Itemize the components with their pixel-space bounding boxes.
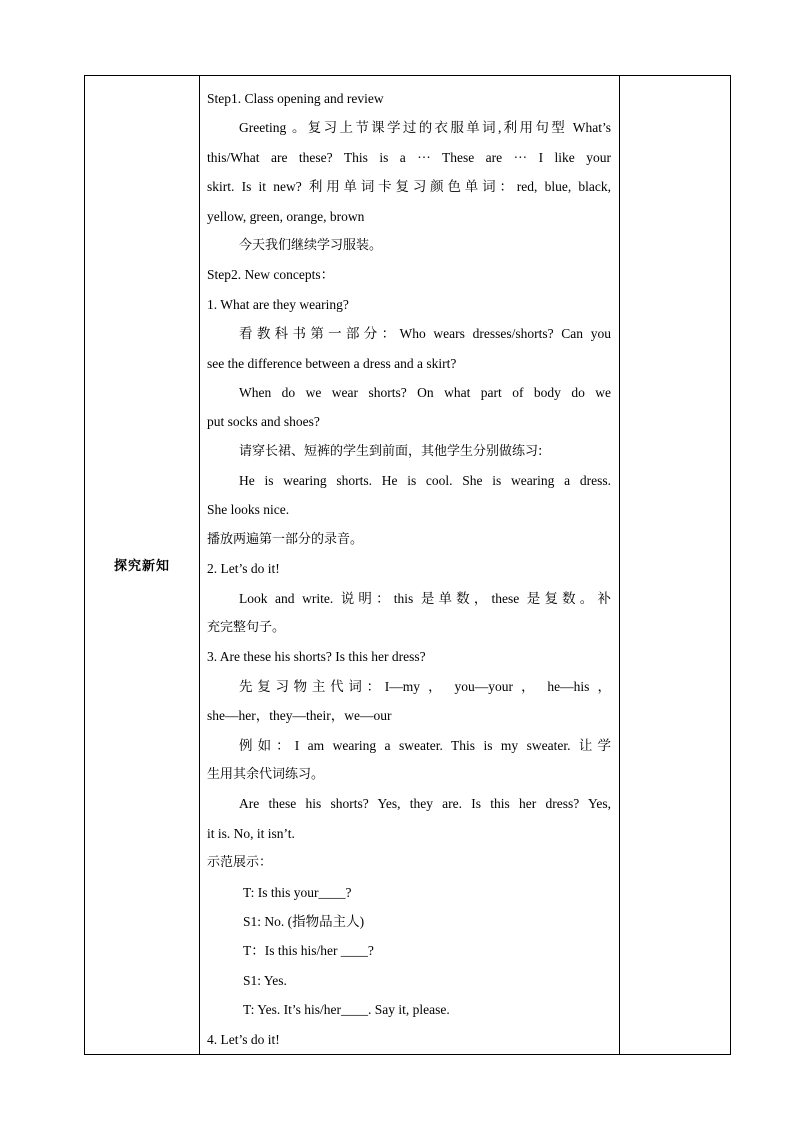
notes-cell [620, 76, 731, 1055]
lesson-plan-table [84, 75, 731, 1055]
content-line: yellow, green, orange, brown [207, 208, 365, 224]
content-line: Look and write. 说明：this 是单数，these 是复数。补 [239, 590, 611, 606]
content-line: She looks nice. [207, 502, 290, 518]
content-line: 生用其余代词练习。 [207, 766, 325, 782]
content-line: Step1. Class opening and review [207, 91, 384, 106]
content-line: 4. Let’s do it! [207, 1031, 280, 1047]
content-line: S1: No. (指物品主人) [243, 913, 365, 929]
content-line: T：Is this his/her ____? [243, 943, 374, 959]
content-line: it is. No, it isn’t. [207, 825, 295, 841]
content-line: 播放两遍第一部分的录音。 [207, 531, 364, 547]
content-line: 先复习物主代词：I—my ， you—your ， he—his ， [239, 678, 611, 694]
content-line: When do we wear shorts? On what part of body do we [239, 384, 611, 400]
content-line: 1. What are they wearing? [207, 296, 349, 312]
content-line: put socks and shoes? [207, 414, 320, 430]
content-line: this/What are these? This is a ··· These are ··· I like your [207, 149, 611, 165]
content-line: 请穿长裙、短裤的学生到前面，其他学生分别做练习: [239, 443, 543, 459]
content-line: Greeting 。复习上节课学过的衣服单词,利用句型 What’s [239, 120, 611, 136]
section-label-cell [85, 76, 200, 1055]
content-line: 充完整句子。 [207, 620, 286, 636]
content-line: 3. Are these his shorts? Is this her dress? [207, 649, 426, 665]
content-line: T: Yes. It’s his/her____. Say it, please. [243, 1002, 450, 1018]
content-line: see the difference between a dress and a skirt? [207, 355, 457, 371]
content-line: Are these his shorts? Yes, they are. Is this her dress? Yes, [239, 796, 611, 812]
table-row [85, 76, 731, 1055]
content-line: she—her，they—their，we—our [207, 708, 392, 724]
content-line: 例如：I am wearing a sweater. This is my sweater. 让学 [239, 737, 611, 753]
content-line: T: Is this your____? [243, 884, 352, 900]
content-line: 示范展示： [207, 855, 273, 871]
section-label: 探究新知 [113, 558, 170, 574]
content-line: S1: Yes. [243, 972, 287, 988]
lesson-content [200, 76, 619, 1054]
content-line: 看教科书第一部分：Who wears dresses/shorts? Can you [239, 326, 611, 342]
content-line: Step2. New concepts： [207, 267, 335, 283]
content-line: 今天我们继续学习服装。 [239, 237, 383, 253]
content-line: 2. Let’s do it! [207, 561, 280, 577]
content-line: He is wearing shorts. He is cool. She is wearing a dress. [239, 473, 611, 489]
content-line: skirt. Is it new? 利用单词卡复习颜色单词：red, blue, black, [207, 179, 611, 195]
content-cell [200, 76, 620, 1055]
